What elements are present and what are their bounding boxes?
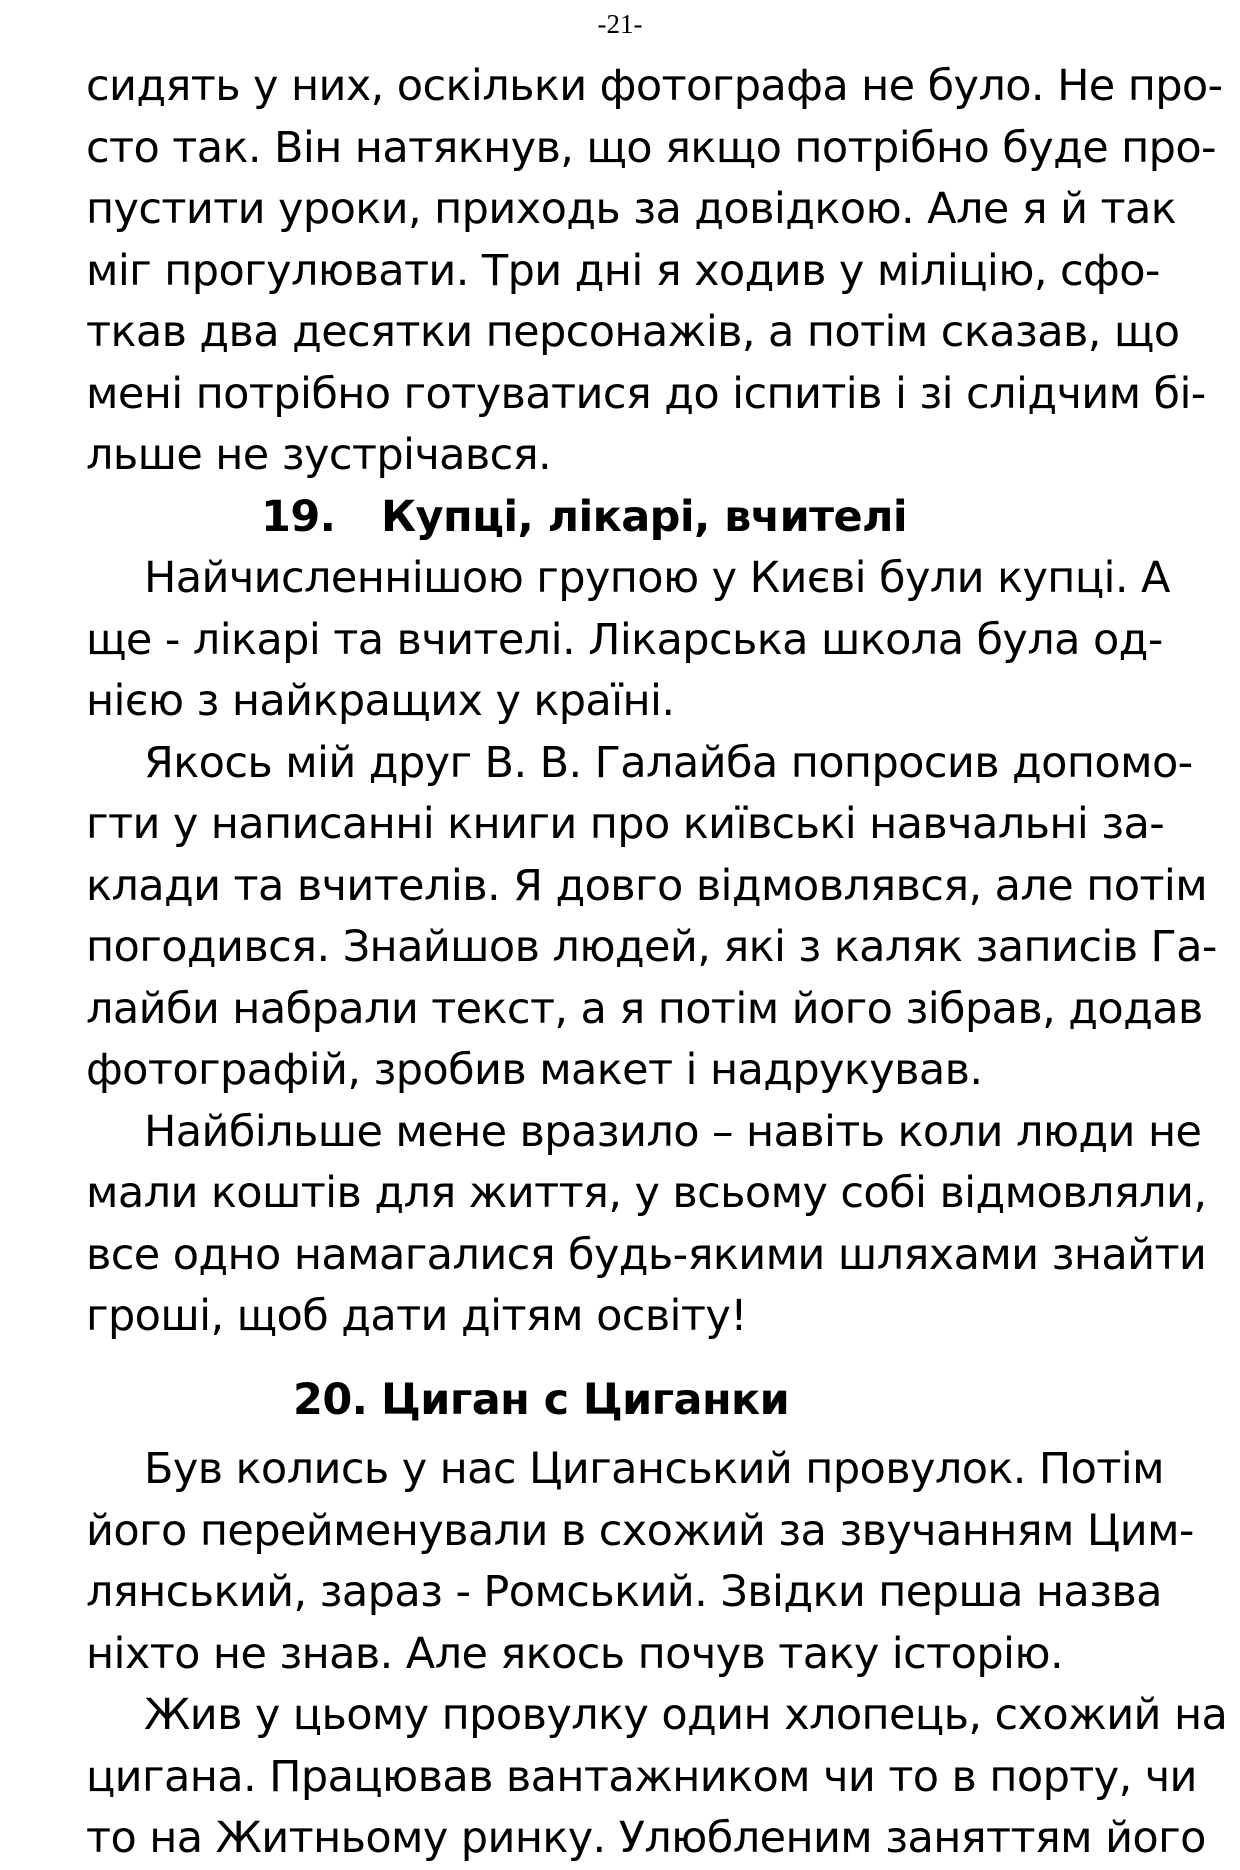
text-line: Жив у цьому провулку один хлопець, схожий на bbox=[144, 1690, 1228, 1740]
text-line: сидять у них, оскільки фотографа не було. Не про- bbox=[86, 61, 1223, 111]
section-title: Купці, лікарі, вчителі bbox=[381, 491, 908, 542]
text-line: ткав два десятки персонажів, а потім сказав, що bbox=[86, 307, 1180, 357]
page-number: -21- bbox=[597, 9, 643, 39]
text-line: Якось мій друг В. В. Галайба попросив допомо- bbox=[144, 737, 1193, 788]
section-heading-20 bbox=[86, 1370, 1156, 1432]
text-line: погодився. Знайшов людей, які з каляк записів Га- bbox=[86, 922, 1217, 972]
intro-paragraph bbox=[86, 56, 1223, 487]
text-line: Найбільше мене вразило – навіть коли люди не bbox=[144, 1106, 1202, 1157]
text-line: сто так. Він натякнув, що якщо потрібно буде про- bbox=[86, 122, 1216, 173]
text-line: клади та вчителів. Я довго відмовлявся, але потім bbox=[86, 860, 1208, 911]
paragraph bbox=[86, 1102, 1207, 1348]
text-line: ніхто не знав. Але якось почув таку історію. bbox=[86, 1628, 1064, 1679]
section-number: 20. bbox=[293, 1374, 368, 1425]
section-title: Циган с Циганки bbox=[381, 1374, 790, 1425]
paragraph bbox=[86, 1685, 1228, 1870]
page-body bbox=[86, 56, 1228, 1870]
paragraph bbox=[86, 548, 1170, 733]
paragraph bbox=[86, 1439, 1194, 1685]
text-line: мені потрібно готуватися до іспитів і зі слідчим бі- bbox=[86, 368, 1206, 419]
text-line: Найчисленнішою групою у Києві були купці. А bbox=[144, 553, 1170, 603]
text-line: льше не зустрічався. bbox=[86, 430, 552, 480]
text-line: фотографій, зробив макет і надрукував. bbox=[86, 1045, 983, 1095]
section-number: 19. bbox=[261, 491, 336, 542]
text-line: гроші, щоб дати дітям освіту! bbox=[86, 1291, 747, 1341]
text-line: то на Житньому ринку. Улюбленим заняттям його bbox=[86, 1813, 1206, 1863]
text-line: Був колись у нас Циганський провулок. Потім bbox=[144, 1444, 1164, 1494]
section-heading-19 bbox=[86, 487, 1156, 549]
text-line: гти у написанні книги про київські навчальні за- bbox=[86, 799, 1165, 849]
text-line: все одно намагалися будь-якими шляхами знайти bbox=[86, 1229, 1207, 1280]
text-line: ще - лікарі та вчителі. Лікарська школа була од- bbox=[86, 614, 1163, 665]
paragraph bbox=[86, 733, 1217, 1102]
text-line: мали коштів для життя, у всьому собі відмовляли, bbox=[86, 1168, 1207, 1218]
text-line: пустити уроки, приходь за довідкою. Але я й так bbox=[86, 184, 1177, 234]
text-line: лайби набрали текст, а я потім його зібрав, додав bbox=[86, 983, 1203, 1034]
text-line: нією з найкращих у країні. bbox=[86, 676, 675, 726]
text-line: цигана. Працював вантажником чи то в порту, чи bbox=[86, 1751, 1197, 1802]
text-line: його перейменували в схожий за звучанням Цим- bbox=[86, 1505, 1194, 1556]
text-line: лянський, зараз - Ромський. Звідки перша назва bbox=[86, 1567, 1162, 1617]
text-line: міг прогулювати. Три дні я ходив у міліцію, сфо- bbox=[86, 245, 1160, 296]
